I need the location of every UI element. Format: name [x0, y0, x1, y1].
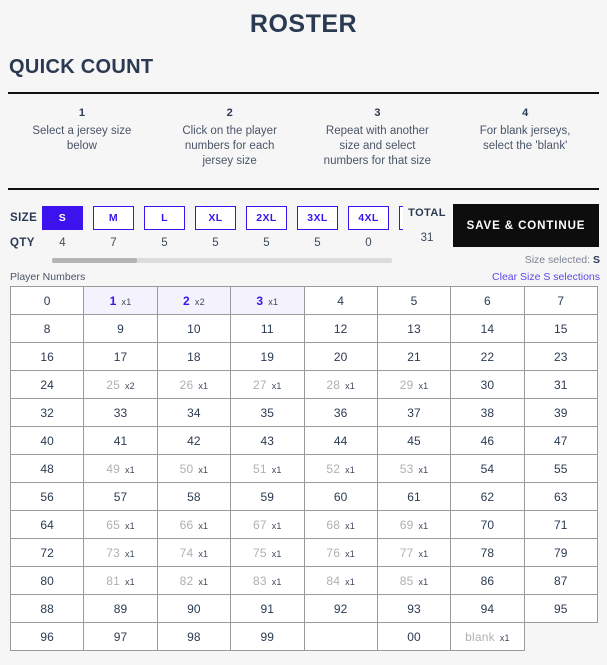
grid-cell-number: 58 — [187, 489, 201, 504]
size-scrollbar[interactable] — [52, 258, 392, 263]
grid-cell-number: 16 — [40, 349, 55, 364]
player-numbers-label: Player Numbers — [10, 271, 86, 283]
size-row — [0, 196, 403, 230]
grid-cell-number: 41 — [113, 433, 128, 448]
grid-cell-number: 55 — [553, 461, 568, 476]
grid-cell-22[interactable] — [451, 343, 524, 371]
grid-cell-37[interactable] — [377, 399, 450, 427]
grid-cell-number: 96 — [40, 629, 55, 644]
grid-cell-number: 69 — [399, 517, 414, 532]
grid-cell-number: 1 — [109, 293, 117, 308]
grid-cell-90[interactable] — [157, 595, 230, 623]
grid-cell-number: 21 — [407, 349, 421, 364]
grid-cell-number: 35 — [260, 405, 275, 420]
grid-cell-97[interactable] — [84, 623, 157, 651]
grid-cell-65[interactable] — [84, 511, 157, 539]
grid-cell-3[interactable] — [231, 287, 304, 315]
grid-cell-number: 68 — [326, 517, 341, 532]
grid-cell-number: 63 — [553, 489, 568, 504]
grid-cell-number: 13 — [407, 321, 421, 336]
grid-cell-count: x1 — [268, 296, 279, 307]
grid-cell-number: 85 — [399, 573, 414, 588]
grid-cell-71[interactable] — [524, 511, 597, 539]
grid-cell-56[interactable] — [11, 483, 84, 511]
grid-cell-17[interactable] — [84, 343, 157, 371]
qty-value-4xl: 0 — [365, 237, 372, 249]
grid-cell-35[interactable] — [231, 399, 304, 427]
grid-cell-48[interactable] — [11, 455, 84, 483]
grid-cell-number: 39 — [553, 405, 568, 420]
grid-cell-number: 11 — [260, 321, 274, 336]
grid-cell-33[interactable] — [84, 399, 157, 427]
grid-cell-98[interactable] — [157, 623, 230, 651]
grid-cell-16[interactable] — [11, 343, 84, 371]
grid-cell-number: 30 — [480, 377, 495, 392]
grid-cell-82[interactable] — [157, 567, 230, 595]
grid-cell-number: 67 — [252, 517, 267, 532]
grid-cell-62[interactable] — [451, 483, 524, 511]
grid-cell-number: 92 — [333, 601, 348, 616]
grid-cell-64[interactable] — [11, 511, 84, 539]
grid-cell-number: 71 — [553, 517, 568, 532]
grid-cell-number: 52 — [326, 461, 341, 476]
grid-cell-number: 38 — [480, 405, 495, 420]
qty-row — [0, 230, 403, 249]
grid-cell-number: 19 — [260, 349, 275, 364]
size-button-s[interactable]: S — [42, 206, 83, 230]
grid-row — [11, 399, 598, 427]
grid-cell-number: 62 — [480, 489, 495, 504]
grid-cell-count: x1 — [345, 380, 356, 391]
grid-cell-number: 28 — [326, 377, 341, 392]
grid-cell-number: 25 — [106, 377, 120, 392]
grid-cell-00[interactable] — [377, 623, 450, 651]
grid-cell-number: 88 — [40, 601, 55, 616]
grid-row — [11, 539, 598, 567]
page-title: ROSTER — [249, 10, 358, 38]
grid-cell-number: 56 — [40, 489, 55, 504]
grid-cell-number: 8 — [43, 321, 51, 336]
grid-cell-count: x1 — [271, 464, 282, 475]
grid-row — [11, 371, 598, 399]
grid-cell-86[interactable] — [451, 567, 524, 595]
grid-cell-32[interactable] — [11, 399, 84, 427]
grid-cell-count: x1 — [198, 548, 209, 559]
grid-cell-80[interactable] — [11, 567, 84, 595]
grid-cell-45[interactable] — [377, 427, 450, 455]
grid-cell-number: 73 — [106, 545, 120, 560]
grid-cell-number: 2 — [183, 293, 190, 308]
grid-row — [11, 287, 598, 315]
grid-cell-number: 26 — [179, 377, 194, 392]
grid-cell-89[interactable] — [84, 595, 157, 623]
grid-cell-12[interactable] — [304, 315, 377, 343]
step-text: Click on the player numbers for each jersey size — [182, 125, 277, 167]
grid-cell-number: 15 — [553, 321, 568, 336]
grid-cell-24[interactable] — [11, 371, 84, 399]
grid-cell-93[interactable] — [377, 595, 450, 623]
grid-cell-9[interactable] — [84, 315, 157, 343]
grid-cell-number: 20 — [333, 349, 348, 364]
grid-cell-79[interactable] — [524, 539, 597, 567]
size-scrollbar-thumb[interactable] — [52, 258, 137, 263]
size-button-l[interactable]: L — [144, 206, 185, 230]
total-value: 31 — [420, 232, 434, 244]
grid-cell-number: 99 — [260, 629, 275, 644]
grid-cell-count: x1 — [124, 520, 135, 531]
grid-cell-number: 75 — [252, 545, 267, 560]
grid-cell-0[interactable] — [11, 287, 84, 315]
grid-cell-count: x1 — [345, 548, 356, 559]
grid-cell-41[interactable] — [84, 427, 157, 455]
step-3 — [304, 105, 452, 169]
grid-cell-number: 14 — [480, 321, 495, 336]
grid-cell-number: 82 — [179, 573, 194, 588]
grid-cell-30[interactable] — [451, 371, 524, 399]
grid-cell-number: 36 — [333, 405, 348, 420]
grid-cell-number: 49 — [106, 461, 120, 476]
grid-cell-number: 40 — [40, 433, 55, 448]
step-4 — [451, 105, 599, 169]
grid-cell-95[interactable] — [524, 595, 597, 623]
qty-value-xl: 5 — [212, 237, 219, 249]
grid-cell-54[interactable] — [451, 455, 524, 483]
grid-cell-count: x1 — [198, 576, 209, 587]
grid-cell-60[interactable] — [304, 483, 377, 511]
grid-cell-number: 37 — [407, 405, 421, 420]
qty-value-2xl: 5 — [263, 237, 270, 249]
grid-cell-72[interactable] — [11, 539, 84, 567]
grid-cell-number: 44 — [333, 433, 348, 448]
grid-cell-76[interactable] — [304, 539, 377, 567]
grid-cell-59[interactable] — [231, 483, 304, 511]
grid-cell-count: x1 — [418, 548, 429, 559]
grid-cell-number: 18 — [187, 349, 201, 364]
grid-cell-count: x1 — [345, 576, 356, 587]
grid-cell-number: 5 — [410, 293, 418, 308]
grid-cell-count: x1 — [124, 548, 135, 559]
step-number: 2 — [226, 107, 233, 119]
grid-cell-50[interactable] — [157, 455, 230, 483]
save-and-continue-button[interactable]: SAVE & CONTINUE — [453, 204, 599, 247]
grid-cell-number: 60 — [333, 489, 348, 504]
step-2 — [156, 105, 304, 169]
divider-bottom — [8, 188, 599, 190]
grid-cell-number: 97 — [113, 629, 128, 644]
grid-row — [11, 567, 598, 595]
grid-cell-count: x1 — [121, 296, 132, 307]
grid-cell-77[interactable] — [377, 539, 450, 567]
grid-cell-number: 34 — [187, 405, 201, 420]
grid-cell-number: 81 — [106, 573, 120, 588]
grid-cell-49[interactable] — [84, 455, 157, 483]
player-number-grid — [10, 286, 598, 651]
grid-cell-39[interactable] — [524, 399, 597, 427]
grid-cell-23[interactable] — [524, 343, 597, 371]
grid-cell-number: 48 — [40, 461, 55, 476]
grid-cell-number: 3 — [256, 293, 264, 308]
grid-cell-number: 76 — [326, 545, 341, 560]
grid-cell-number: 90 — [187, 601, 201, 616]
grid-cell-99[interactable] — [231, 623, 304, 651]
grid-cell-58[interactable] — [157, 483, 230, 511]
grid-cell-empty — [524, 623, 597, 651]
size-selected-value: S — [592, 254, 600, 266]
grid-cell-74[interactable] — [157, 539, 230, 567]
grid-cell-count: x1 — [271, 520, 282, 531]
grid-cell-number: 79 — [553, 545, 568, 560]
grid-cell-number: 12 — [333, 321, 348, 336]
grid-cell-count: x1 — [271, 380, 282, 391]
grid-cell-number: 61 — [407, 489, 421, 504]
step-number: 4 — [522, 107, 529, 119]
grid-cell-number: 78 — [480, 545, 495, 560]
grid-cell-92[interactable] — [304, 595, 377, 623]
grid-row — [11, 315, 598, 343]
grid-cell-number: 33 — [113, 405, 128, 420]
grid-cell-number: 98 — [187, 629, 201, 644]
grid-cell-number: 64 — [40, 517, 55, 532]
qty-value-m: 7 — [110, 237, 117, 249]
grid-cell-number: 43 — [260, 433, 275, 448]
grid-cell-51[interactable] — [231, 455, 304, 483]
grid-cell-number: 7 — [557, 293, 565, 308]
grid-cell-number: 87 — [553, 573, 568, 588]
grid-cell-number: 29 — [399, 377, 414, 392]
grid-cell-96[interactable] — [11, 623, 84, 651]
grid-cell-25[interactable] — [84, 371, 157, 399]
grid-row — [11, 511, 598, 539]
grid-cell-52[interactable] — [304, 455, 377, 483]
grid-cell-count: x2 — [124, 380, 135, 391]
grid-cell-53[interactable] — [377, 455, 450, 483]
grid-cell-count: x1 — [198, 464, 209, 475]
grid-cell-55[interactable] — [524, 455, 597, 483]
grid-cell-count: x2 — [194, 296, 205, 307]
grid-cell-19[interactable] — [231, 343, 304, 371]
grid-cell-number: blank — [465, 629, 495, 644]
grid-cell-34[interactable] — [157, 399, 230, 427]
qty-value-l: 5 — [161, 237, 168, 249]
grid-cell-38[interactable] — [451, 399, 524, 427]
grid-cell-number: 95 — [553, 601, 568, 616]
grid-row — [11, 455, 598, 483]
grid-cell-40[interactable] — [11, 427, 84, 455]
grid-cell-43[interactable] — [231, 427, 304, 455]
grid-row — [11, 595, 598, 623]
grid-cell-number: 24 — [40, 377, 55, 392]
grid-row — [11, 343, 598, 371]
grid-cell-number: 65 — [106, 517, 120, 532]
grid-cell-91[interactable] — [231, 595, 304, 623]
grid-cell-81[interactable] — [84, 567, 157, 595]
grid-cell-number: 53 — [399, 461, 414, 476]
grid-cell-number: 32 — [40, 405, 55, 420]
grid-cell-number: 00 — [407, 629, 421, 644]
grid-cell-28[interactable] — [304, 371, 377, 399]
grid-cell-number: 4 — [337, 293, 345, 308]
size-button-2xl[interactable]: 2XL — [246, 206, 287, 230]
grid-cell-10[interactable] — [157, 315, 230, 343]
grid-cell-66[interactable] — [157, 511, 230, 539]
grid-cell-21[interactable] — [377, 343, 450, 371]
qty-row-label: QTY — [10, 237, 35, 249]
grid-cell-6[interactable] — [451, 287, 524, 315]
size-row-label: SIZE — [10, 212, 38, 224]
grid-cell-87[interactable] — [524, 567, 597, 595]
grid-cell-68[interactable] — [304, 511, 377, 539]
grid-cell-78[interactable] — [451, 539, 524, 567]
grid-cell-number: 47 — [553, 433, 568, 448]
grid-cell-number: 83 — [252, 573, 267, 588]
grid-cell-number: 51 — [252, 461, 267, 476]
grid-cell-26[interactable] — [157, 371, 230, 399]
grid-cell-count: x1 — [124, 464, 135, 475]
grid-cell-count: x1 — [418, 576, 429, 587]
grid-cell-85[interactable] — [377, 567, 450, 595]
grid-cell-47[interactable] — [524, 427, 597, 455]
grid-cell-number: 86 — [480, 573, 495, 588]
grid-cell-61[interactable] — [377, 483, 450, 511]
grid-cell-11[interactable] — [231, 315, 304, 343]
grid-cell-count: x1 — [499, 632, 510, 643]
grid-cell-number: 50 — [179, 461, 194, 476]
grid-cell-number: 93 — [407, 601, 421, 616]
grid-cell-2[interactable] — [157, 287, 230, 315]
instruction-steps — [8, 94, 599, 175]
grid-cell-number: 66 — [179, 517, 194, 532]
grid-cell-blank[interactable] — [451, 623, 524, 651]
grid-cell-number: 74 — [179, 545, 194, 560]
size-button-xl[interactable]: XL — [195, 206, 236, 230]
grid-cell-number: 77 — [399, 545, 414, 560]
grid-cell-number: 10 — [187, 321, 201, 336]
grid-cell-69[interactable] — [377, 511, 450, 539]
total-label: TOTAL — [408, 207, 446, 219]
grid-cell-count: x1 — [345, 520, 356, 531]
grid-cell-count: x1 — [418, 380, 429, 391]
step-text: Repeat with another size and select numbers for that size — [323, 125, 432, 167]
grid-cell-57[interactable] — [84, 483, 157, 511]
grid-cell-44[interactable] — [304, 427, 377, 455]
grid-cell-13[interactable] — [377, 315, 450, 343]
grid-cell-count: x1 — [198, 520, 209, 531]
grid-row — [11, 483, 598, 511]
grid-cell-63[interactable] — [524, 483, 597, 511]
grid-row — [11, 623, 598, 651]
grid-cell-27[interactable] — [231, 371, 304, 399]
grid-cell-number: 70 — [480, 517, 495, 532]
grid-cell-14[interactable] — [451, 315, 524, 343]
step-text: For blank jerseys, select the 'blank' — [479, 125, 571, 152]
step-text: Select a jersey size below — [32, 125, 132, 152]
grid-cell-number: 22 — [480, 349, 495, 364]
size-selected-prefix: Size selected: — [524, 254, 591, 266]
grid-cell-number: 91 — [260, 601, 275, 616]
grid-cell-73[interactable] — [84, 539, 157, 567]
grid-cell-number: 27 — [252, 377, 267, 392]
size-button-m[interactable]: M — [93, 206, 134, 230]
grid-cell-15[interactable] — [524, 315, 597, 343]
step-1 — [8, 105, 156, 169]
qty-value-3xl: 5 — [314, 237, 321, 249]
grid-cell-number: 23 — [553, 349, 568, 364]
grid-cell-count: x1 — [198, 380, 209, 391]
grid-cell-18[interactable] — [157, 343, 230, 371]
grid-cell-75[interactable] — [231, 539, 304, 567]
grid-cell-count: x1 — [345, 464, 356, 475]
grid-cell-29[interactable] — [377, 371, 450, 399]
roster-page — [0, 9, 607, 665]
grid-cell-31[interactable] — [524, 371, 597, 399]
grid-cell-empty — [304, 623, 377, 651]
size-button-3xl[interactable]: 3XL — [297, 206, 338, 230]
grid-cell-number: 72 — [40, 545, 55, 560]
grid-cell-7[interactable] — [524, 287, 597, 315]
grid-cell-number: 45 — [407, 433, 421, 448]
grid-cell-count: x1 — [124, 576, 135, 587]
grid-cell-number: 94 — [480, 601, 495, 616]
grid-cell-count: x1 — [418, 520, 429, 531]
grid-cell-36[interactable] — [304, 399, 377, 427]
grid-cell-number: 59 — [260, 489, 275, 504]
grid-cell-number: 42 — [187, 433, 201, 448]
grid-cell-88[interactable] — [11, 595, 84, 623]
grid-cell-number: 6 — [484, 293, 491, 308]
grid-row — [11, 427, 598, 455]
grid-cell-number: 89 — [113, 601, 128, 616]
size-button-4xl[interactable]: 4XL — [348, 206, 389, 230]
grid-cell-46[interactable] — [451, 427, 524, 455]
grid-cell-count: x1 — [271, 576, 282, 587]
grid-cell-number: 80 — [40, 573, 55, 588]
grid-cell-67[interactable] — [231, 511, 304, 539]
size-scroller[interactable] — [0, 196, 403, 249]
grid-cell-count: x1 — [418, 464, 429, 475]
grid-cell-70[interactable] — [451, 511, 524, 539]
grid-cell-20[interactable] — [304, 343, 377, 371]
grid-cell-5[interactable] — [377, 287, 450, 315]
grid-cell-1[interactable] — [84, 287, 157, 315]
grid-cell-number: 57 — [113, 489, 128, 504]
grid-cell-42[interactable] — [157, 427, 230, 455]
total-box — [403, 207, 451, 244]
grid-cell-number: 0 — [43, 293, 51, 308]
grid-cell-number: 9 — [117, 321, 124, 336]
grid-cell-count: x1 — [271, 548, 282, 559]
grid-cell-number: 54 — [480, 461, 495, 476]
grid-cell-83[interactable] — [231, 567, 304, 595]
step-number: 1 — [78, 107, 85, 119]
grid-cell-94[interactable] — [451, 595, 524, 623]
grid-cell-number: 46 — [480, 433, 495, 448]
clear-size-selections-link[interactable]: Clear Size S selections — [492, 271, 600, 283]
quick-count-heading: QUICK COUNT — [9, 56, 154, 78]
grid-cell-4[interactable] — [304, 287, 377, 315]
grid-cell-number: 84 — [326, 573, 341, 588]
grid-cell-84[interactable] — [304, 567, 377, 595]
selected-size-info — [380, 253, 600, 285]
grid-cell-8[interactable] — [11, 315, 84, 343]
qty-value-s: 4 — [59, 237, 66, 249]
grid-cell-number: 31 — [553, 377, 568, 392]
grid-cell-number: 17 — [113, 349, 128, 364]
step-number: 3 — [374, 107, 381, 119]
